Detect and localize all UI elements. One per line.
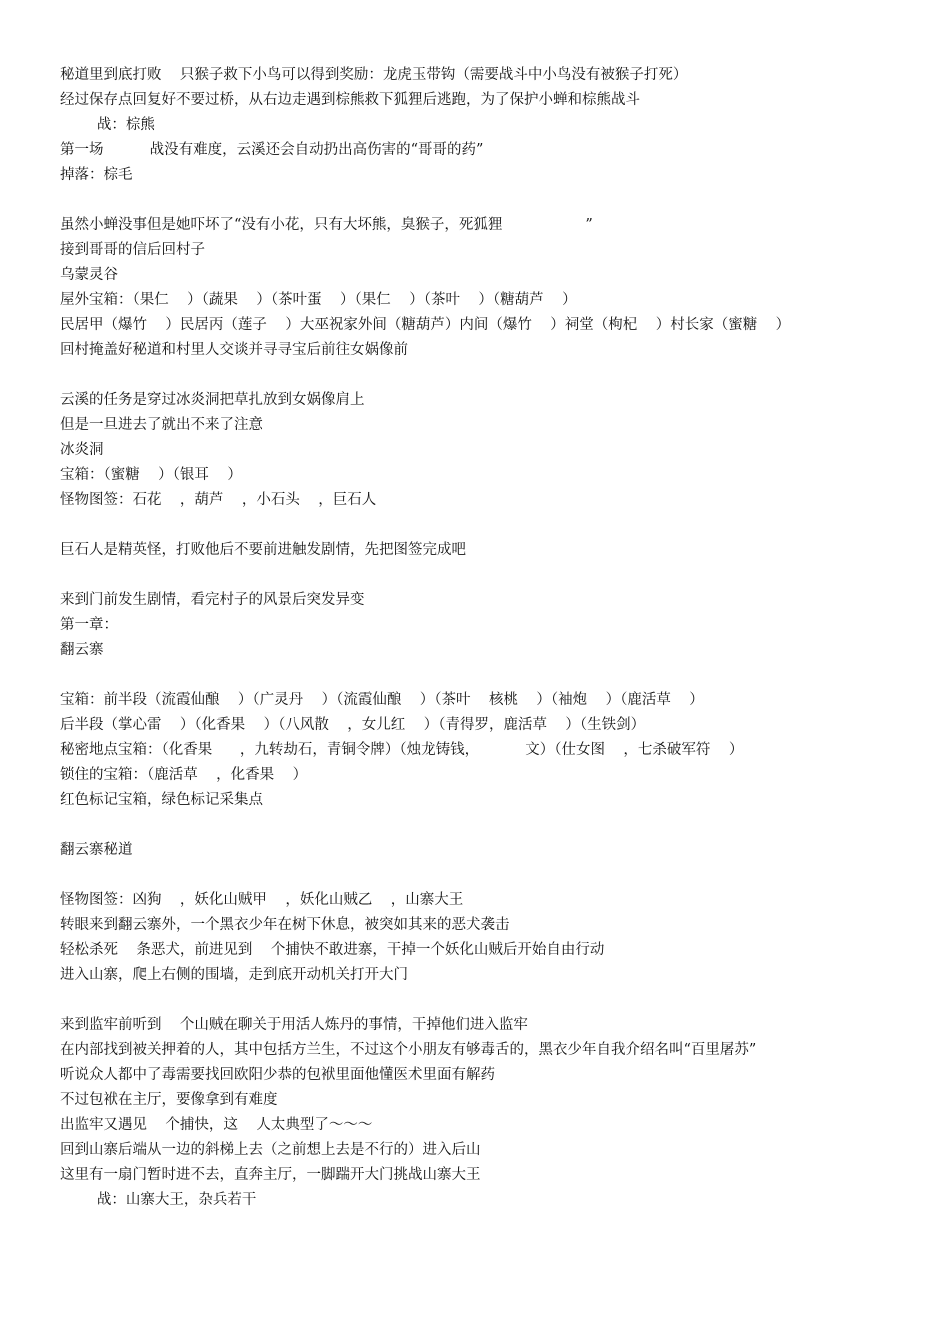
text-line: 第一章： [60,617,118,633]
text-line: 翻云寨 [60,642,104,658]
text-line: 转眼来到翻云寨外，一个黑衣少年在树下休息，被突如其来的恶犬袭击 [60,917,510,933]
text-line: 后半段（掌心雷 ）（化香果 ）（八风散 ，女儿红 ）（青得罗，鹿活草 ）（生铁剑） [60,717,646,733]
text-line: 回到山寨后端从一边的斜梯上去（之前想上去是不行的）进入后山 [60,1142,481,1158]
blank-line [60,813,920,838]
text-line: 云溪的任务是穿过冰炎洞把草扎放到女娲像肩上 [60,392,365,408]
text-line: 进入山寨，爬上右侧的围墙，走到底开动机关打开大门 [60,967,408,983]
blank-line [60,363,920,388]
text-line: 来到门前发生剧情，看完村子的风景后突发异变 [60,592,365,608]
blank-line [60,563,920,588]
blank-line [60,863,920,888]
text-line: 乌蒙灵谷 [60,267,118,283]
text-line: 回村掩盖好秘道和村里人交谈并寻寻宝后前往女娲像前 [60,342,408,358]
text-line: 怪物图签：凶狗 ，妖化山贼甲 ，妖化山贼乙 ，山寨大王 [60,892,464,908]
text-line: 红色标记宝箱，绿色标记采集点 [60,792,263,808]
text-line: 经过保存点回复好不要过桥，从右边走遇到棕熊救下狐狸后逃跑，为了保护小蝉和棕熊战斗 [60,92,640,108]
text-line: 这里有一扇门暂时进不去，直奔主厅，一脚踹开大门挑战山寨大王 [60,1167,481,1183]
text-line: 巨石人是精英怪，打败他后不要前进触发剧情，先把图签完成吧 [60,542,466,558]
text-line: 翻云寨秘道 [60,842,133,858]
text-line: 战：山寨大王，杂兵若干 [60,1192,257,1208]
text-line: 轻松杀死 条恶犬，前进见到 个捕快不敢进寨，干掉一个妖化山贼后开始自由行动 [60,942,605,958]
document-body [60,63,920,1213]
blank-line [60,663,920,688]
text-line: 虽然小蝉没事但是她吓坏了“没有小花，只有大坏熊，臭猴子，死狐狸 ” [60,217,593,233]
text-line: 掉落：棕毛 [60,167,133,183]
text-line: 战：棕熊 [60,117,155,133]
text-line: 来到监牢前听到 个山贼在聊关于用活人炼丹的事情，干掉他们进入监牢 [60,1017,528,1033]
text-line: 出监牢又遇见 个捕快，这 人太典型了～～～ [60,1117,373,1133]
text-line: 不过包袱在主厅，要像拿到有难度 [60,1092,278,1108]
text-line: 但是一旦进去了就出不来了注意 [60,417,263,433]
text-line: 秘密地点宝箱：（化香果 ，九转劫石，青铜令牌）（烛龙铸钱， 文）（仕女图 ，七杀破军符 ） [60,742,744,758]
blank-line [60,188,920,213]
text-line: 宝箱：前半段（流霞仙酿 ）（广灵丹 ）（流霞仙酿 ）（茶叶 核桃 ）（袖炮 ）（鹿活草 ） [60,692,704,708]
text-line: 秘道里到底打败 只猴子救下小鸟可以得到奖励：龙虎玉带钩（需要战斗中小鸟没有被猴子打死） [60,67,688,83]
text-line: 怪物图签：石花 ，葫芦 ，小石头 ，巨石人 [60,492,377,508]
blank-line [60,513,920,538]
text-line: 屋外宝箱：（果仁 ）（蔬果 ）（茶叶蛋 ）（果仁 ）（茶叶 ）（糖葫芦 ） [60,292,577,308]
blank-line [60,988,920,1013]
text-line: 听说众人都中了毒需要找回欧阳少恭的包袱里面他懂医术里面有解药 [60,1067,495,1083]
text-line: 民居甲（爆竹 ）民居丙（莲子 ）大巫祝家外间（糖葫芦）内间（爆竹 ）祠堂（枸杞 ）村长家（蜜糖 ） [60,317,791,333]
text-line: 锁住的宝箱：（鹿活草 ，化香果 ） [60,767,308,783]
text-line: 接到哥哥的信后回村子 [60,242,205,258]
text-line: 冰炎洞 [60,442,104,458]
text-line: 第一场 战没有难度，云溪还会自动扔出高伤害的“哥哥的药” [60,142,484,158]
text-line: 在内部找到被关押着的人，其中包括方兰生，不过这个小朋友有够毒舌的，黑衣少年自我介绍名叫“百里屠苏” [60,1042,757,1058]
text-line: 宝箱：（蜜糖 ）（银耳 ） [60,467,242,483]
